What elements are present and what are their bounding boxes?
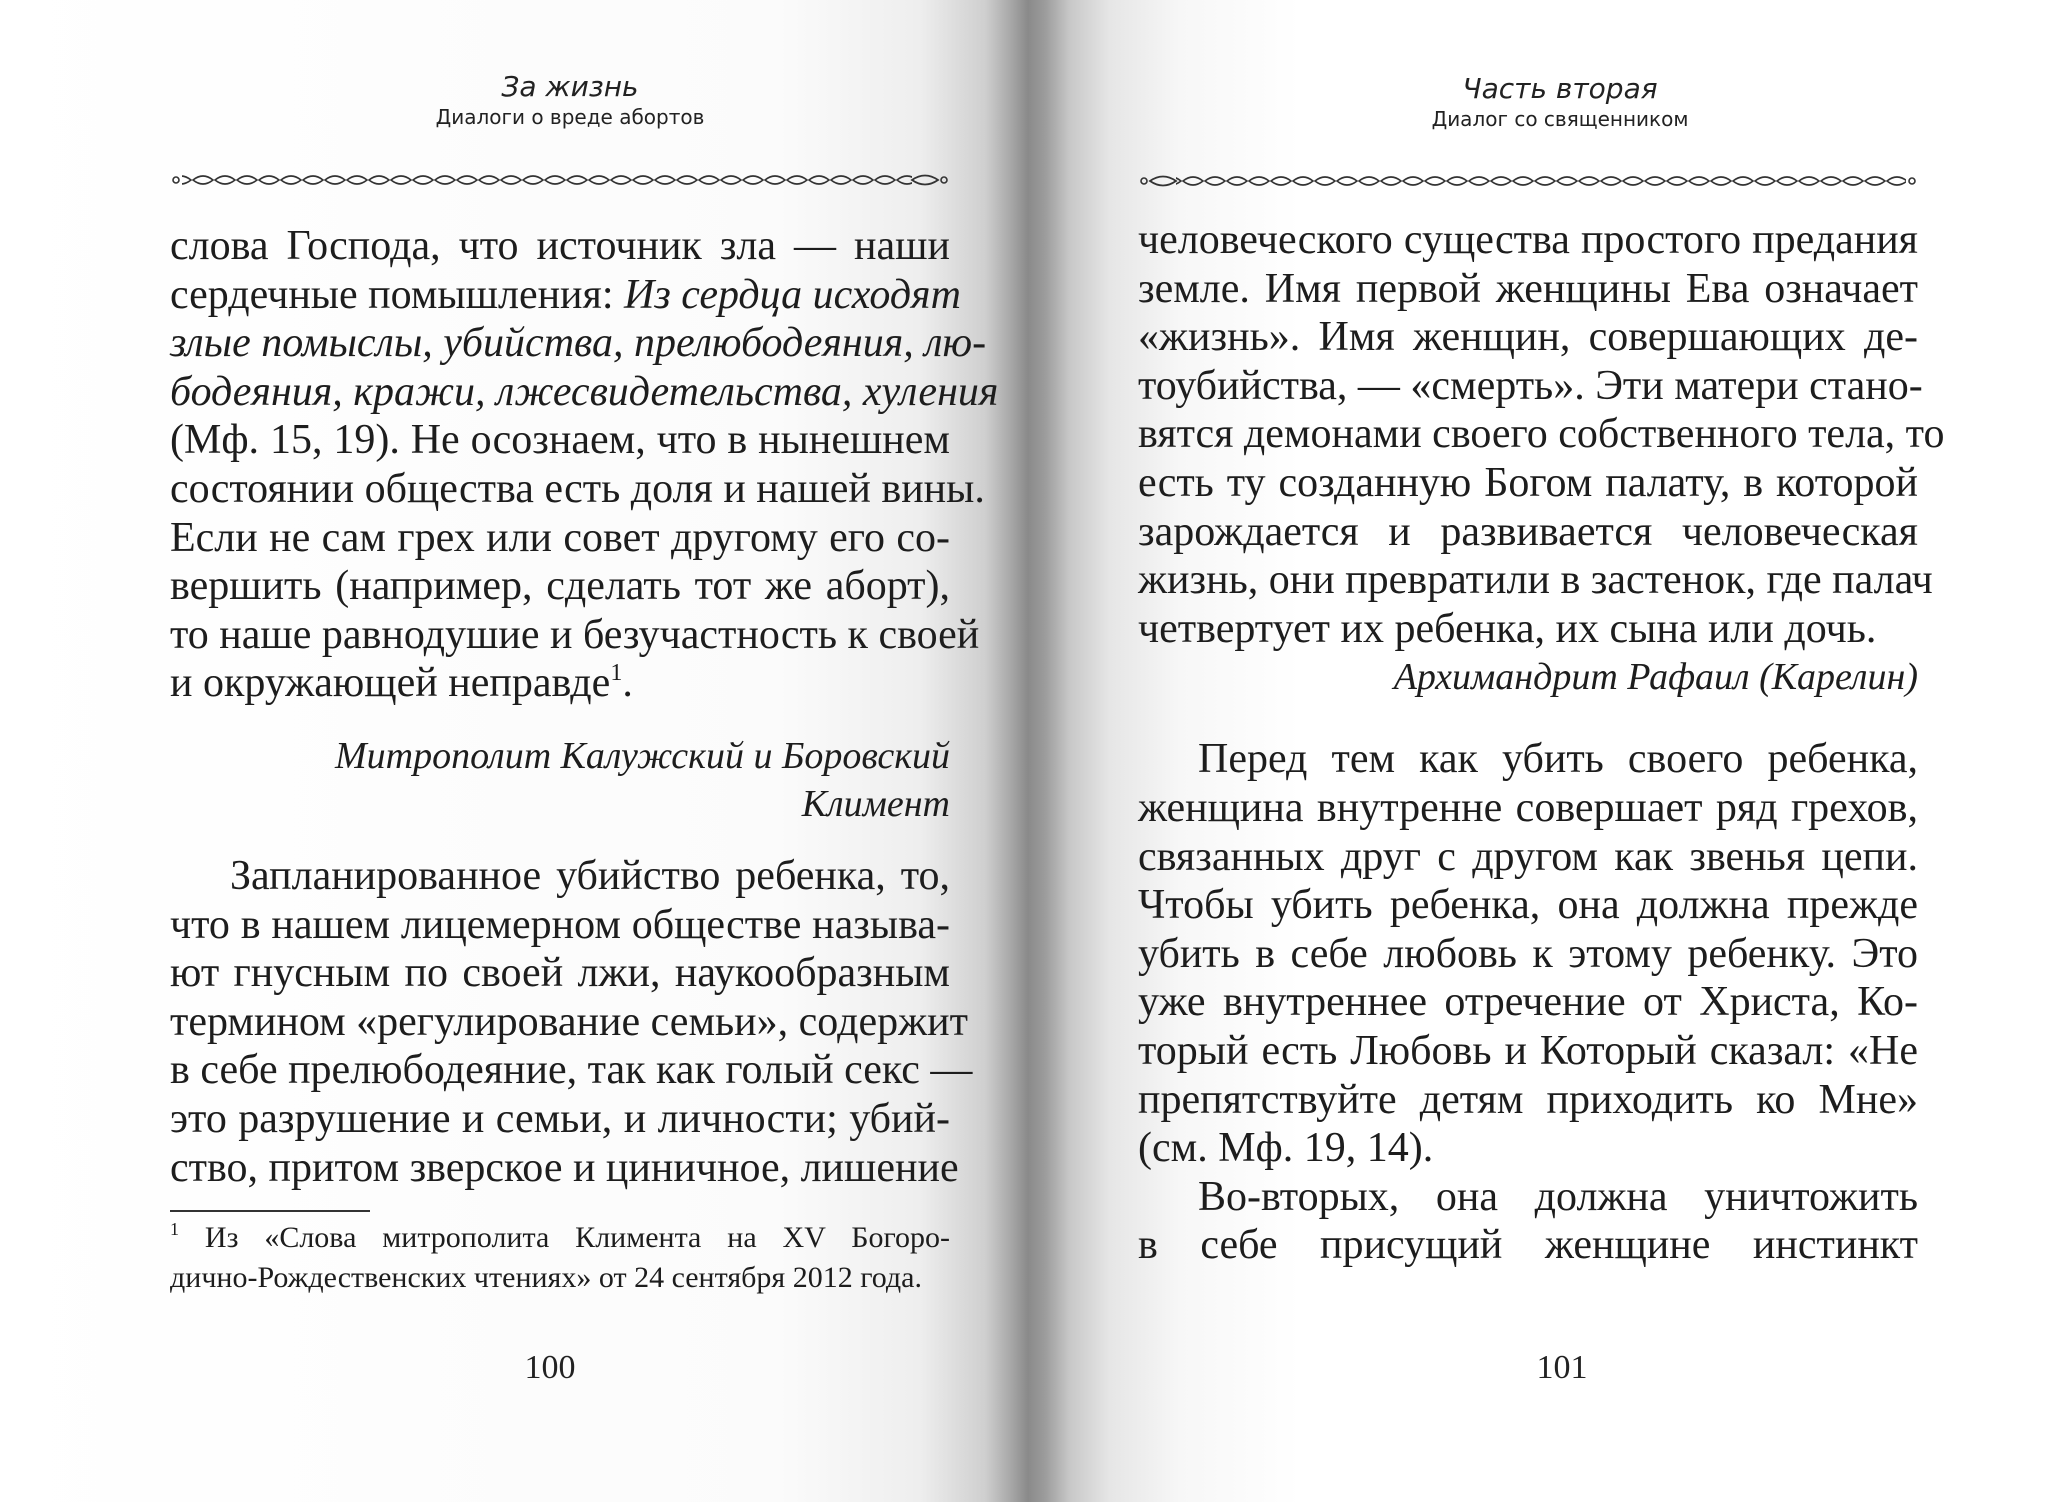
text-line: торый есть Любовь и Который сказал: «Не (1138, 1027, 1918, 1074)
scripture-quote: Из сердца исходят (624, 271, 961, 318)
text-line: убить в себе любовь к этому ребенку. Это (1138, 930, 1918, 977)
left-running-subtitle: Диалоги о вреде абортов (435, 105, 705, 129)
text-line: «жизнь». Имя женщин, совершающих де- (1138, 314, 1918, 361)
text-span: сердечные помышления: (170, 271, 625, 318)
scripture-quote: бодеяния, кражи, лжесвидетельства, хуления (170, 368, 999, 415)
text-span: и окружающей неправде (170, 660, 611, 707)
text-line: термином «регулирование семьи», содержит (170, 998, 968, 1045)
right-page-number: 101 (1536, 1349, 1588, 1386)
text-line (170, 271, 961, 320)
text-line (170, 659, 950, 708)
text-line: вятся демонами своего собственного тела, то (1138, 411, 1945, 458)
text-line: ют гнусным по своей лжи, наукообразным (170, 950, 950, 997)
right-running-header (1140, 72, 1980, 132)
text-line: связанных друг с другом как звенья цепи. (1138, 833, 1918, 880)
text-line: Во-вторых, она должна уничтожить (1198, 1173, 1918, 1220)
left-page (0, 0, 1020, 1502)
text-line: уже внутреннее отречение от Христа, Ко- (1138, 979, 1918, 1026)
scripture-quote: злые помыслы, убийства, прелюбодеяния, лю- (170, 320, 987, 367)
left-ornament-divider (170, 167, 950, 193)
right-running-title: Часть вторая (1462, 72, 1658, 105)
right-running-subtitle: Диалог со священником (1431, 107, 1689, 131)
text-line: жизнь, они превратили в застенок, где палач (1138, 557, 1933, 604)
right-ornament-divider (1138, 168, 1918, 194)
footnote-mark: 1 (170, 1219, 179, 1239)
right-page (1020, 0, 2048, 1502)
footnote-reference[interactable]: 1 (610, 660, 623, 687)
text-line: (см. Мф. 19, 14). (1138, 1125, 1434, 1172)
text-line: Если не сам грех или совет другому его со- (170, 514, 950, 561)
left-page-number: 100 (524, 1349, 576, 1386)
footnote (170, 1218, 950, 1298)
left-running-title: За жизнь (501, 70, 639, 103)
text-line: есть ту созданную Богом палату, в которой (1138, 459, 1918, 506)
footnote-line: дично-Рождественских чтениях» от 24 сентября 2012 года. (170, 1261, 922, 1294)
text-line: то наше равнодушие и безучастность к своей (170, 611, 980, 658)
text-line: четвертует их ребенка, их сына или дочь. (1138, 605, 1877, 652)
left-attribution: Климент (801, 782, 950, 825)
text-line: состоянии общества есть доля и нашей вины. (170, 465, 985, 512)
text-line: (Мф. 15, 19). Не осознаем, что в нынешнем (170, 417, 950, 464)
text-line: что в нашем лицемерном обществе называ- (170, 901, 950, 948)
text-line: зарождается и развивается человеческая (1138, 508, 1918, 555)
text-span: . (622, 660, 633, 707)
left-running-header (160, 70, 980, 130)
text-line: человеческого существа простого предания (1138, 217, 1918, 263)
footnote-rule (170, 1210, 370, 1212)
text-line: ство, притом зверское и циничное, лишение (170, 1144, 959, 1191)
text-line: Запланированное убийство ребенка, то, (230, 852, 950, 899)
text-span: Из «Слова митрополита Климента на XV Богоро- (179, 1221, 950, 1254)
left-attribution: Митрополит Калужский и Боровский (335, 734, 950, 777)
text-line: Перед тем как убить своего ребенка, (1198, 736, 1918, 783)
right-body-text (1138, 216, 1945, 1270)
right-attribution: Архимандрит Рафаил (Карелин) (1393, 656, 1918, 699)
text-line: женщина внутренне совершает ряд грехов, (1138, 784, 1918, 831)
text-line: это разрушение и семьи, и личности; убий- (170, 1095, 950, 1142)
text-line: земле. Имя первой женщины Ева означает (1138, 265, 1918, 312)
text-line: в себе прелюбодеяние, так как голый секс — (170, 1047, 973, 1094)
text-line: вершить (например, сделать тот же аборт), (170, 563, 950, 610)
text-line: тоубийства, — «смерть». Эти матери стано- (1138, 362, 1923, 409)
text-line: Чтобы убить ребенка, она должна прежде (1138, 882, 1918, 929)
text-line: в себе присущий женщине инстинкт (1138, 1222, 1918, 1269)
left-body-text (170, 222, 999, 1192)
text-line: препятствуйте детям приходить ко Мне» (1138, 1076, 1918, 1123)
text-line: слова Господа, что источник зла — наши (170, 223, 950, 269)
footnote-line (170, 1218, 950, 1258)
